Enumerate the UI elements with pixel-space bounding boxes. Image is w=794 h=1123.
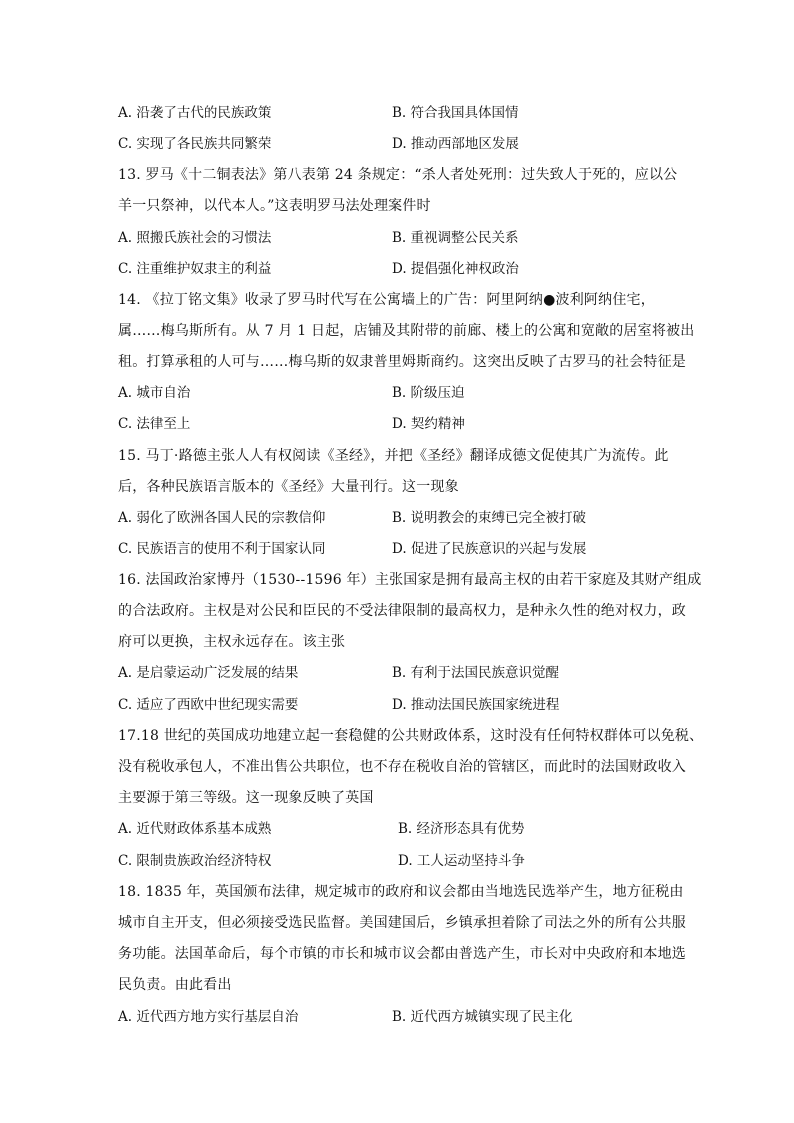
q17-stem-line-2: 没有税收承包人，不准出售公共职位，也不存在税收自治的管辖区，而此时的法国财政收入 — [118, 759, 686, 775]
q15-stem-line-1: 15. 马丁·路德主张人人有权阅读《圣经》，并把《圣经》翻译成德文促使其广为流传。此 — [118, 448, 669, 464]
q13-option-d: D. 提倡强化神权政治 — [392, 261, 519, 277]
q17-option-a: A. 近代财政体系基本成熟 — [118, 821, 272, 837]
q13-option-b: B. 重视调整公民关系 — [392, 230, 519, 246]
q13-option-c: C. 注重维护奴隶主的利益 — [118, 261, 272, 277]
q17-stem-line-1: 17.18 世纪的英国成功地建立起一套稳健的公共财政体系，这时没有任何特权群体可以免税、 — [118, 728, 704, 744]
q16-option-d: D. 推动法国民族国家统进程 — [392, 697, 560, 713]
q18-stem-line-4: 民负责。由此看出 — [118, 977, 232, 993]
q16-option-a: A. 是启蒙运动广泛发展的结果 — [118, 665, 299, 681]
q14-option-d: D. 契约精神 — [392, 416, 465, 432]
q18-stem-line-1: 18. 1835 年，英国颁布法律，规定城市的政府和议会都由当地选民选举产生，地方征税由 — [118, 884, 684, 900]
q16-stem-line-3: 府可以更换，主权永远存在。该主张 — [118, 634, 346, 650]
q15-stem-line-2: 后，各种民族语言版本的《圣经》大量刊行。这一现象 — [118, 479, 459, 495]
q16-option-b: B. 有利于法国民族意识觉醒 — [392, 665, 560, 681]
q17-stem-line-3: 主要源于第三等级。这一现象反映了英国 — [118, 790, 374, 806]
q14-stem-line-1: 14. 《拉丁铭文集》收录了罗马时代写在公寓墙上的广告：阿里阿纳●波利阿纳住宅， — [118, 292, 655, 308]
q15-option-d: D. 促进了民族意识的兴起与发展 — [392, 541, 587, 557]
q17-option-c: C. 限制贵族政治经济特权 — [118, 853, 272, 869]
q14-stem-line-3: 租。打算承租的人可与……梅乌斯的奴隶普里姆斯商约。这突出反映了古罗马的社会特征是 — [118, 354, 686, 370]
q13-stem-line-1: 13. 罗马《十二铜表法》第八表第 24 条规定：“杀人者处死刑：过失致人于死的，应以公 — [118, 167, 678, 183]
q14-option-a: A. 城市自治 — [118, 385, 191, 401]
q15-option-c: C. 民族语言的使用不利于国家认同 — [118, 541, 326, 557]
q15-option-b: B. 说明教会的束缚已完全被打破 — [392, 510, 587, 526]
q13-option-a: A. 照搬氏族社会的习惯法 — [118, 230, 272, 246]
q12-option-d: D. 推动西部地区发展 — [392, 136, 519, 152]
q16-option-c: C. 适应了西欧中世纪现实需要 — [118, 697, 299, 713]
q14-stem-line-2: 属……梅乌斯所有。从 7 月 1 日起，店铺及其附带的前廊、楼上的公寓和宽敞的居室将被出 — [118, 323, 695, 339]
q17-option-d: D. 工人运动坚持斗争 — [398, 853, 525, 869]
q16-stem-line-1: 16. 法国政治家博丹（1530--1596 年）主张国家是拥有最高主权的由若干家庭及其财产组成 — [118, 572, 702, 588]
q16-stem-line-2: 的合法政府。主权是对公民和臣民的不受法律限制的最高权力，是种永久性的绝对权力，政 — [118, 603, 686, 619]
q18-option-b: B. 近代西方城镇实现了民主化 — [392, 1009, 573, 1025]
q14-option-c: C. 法律至上 — [118, 416, 191, 432]
q14-option-b: B. 阶级压迫 — [392, 385, 465, 401]
q13-stem-line-2: 羊一只祭神，以代本人。”这表明罗马法处理案件时 — [118, 198, 431, 214]
q17-option-b: B. 经济形态具有优势 — [398, 821, 525, 837]
q15-option-a: A. 弱化了欧洲各国人民的宗教信仰 — [118, 510, 326, 526]
q12-option-c: C. 实现了各民族共同繁荣 — [118, 136, 272, 152]
q12-option-a: A. 沿袭了古代的民族政策 — [118, 105, 272, 121]
q18-stem-line-3: 务功能。法国革命后，每个市镇的市长和城市议会都由普选产生，市长对中央政府和本地选 — [118, 946, 686, 962]
q18-stem-line-2: 城市自主开支，但必须接受选民监督。美国建国后，乡镇承担着除了司法之外的所有公共服 — [118, 915, 686, 931]
q18-option-a: A. 近代西方地方实行基层自治 — [118, 1009, 299, 1025]
q12-option-b: B. 符合我国具体国情 — [392, 105, 519, 121]
